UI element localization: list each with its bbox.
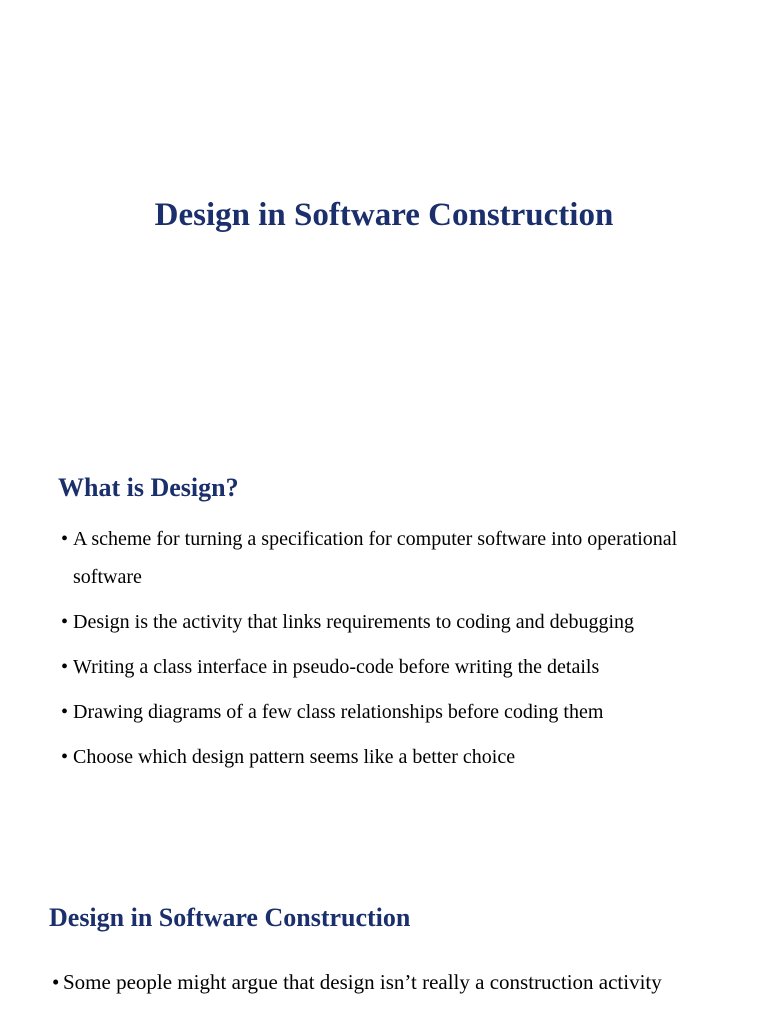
- list-item: [52, 964, 732, 1000]
- bullet-icon: •: [52, 970, 60, 994]
- bullet-icon: •: [61, 701, 69, 723]
- what-is-design-section: [0, 472, 768, 783]
- list-item-text: Design is the activity that links requirements to coding and debugging: [73, 611, 635, 633]
- list-item-text: Writing a class interface in pseudo-code before writing the details: [73, 656, 600, 678]
- list-item: [61, 738, 721, 776]
- list-item: [61, 693, 721, 731]
- list-item-text: Some people might argue that design isn’t really a construction activity: [63, 970, 662, 994]
- list-item-text: Choose which design pattern seems like a better choice: [73, 746, 516, 768]
- list-item-text: Drawing diagrams of a few class relationships before coding them: [73, 701, 604, 723]
- bullet-icon: •: [61, 656, 69, 678]
- list-item-text: A scheme for turning a specification for computer software into operational software: [73, 528, 678, 588]
- section-heading: Design in Software Construction: [49, 903, 411, 932]
- bullet-icon: •: [61, 528, 69, 550]
- construction-section: [0, 902, 768, 1000]
- list-item: [61, 520, 721, 596]
- bullet-list: [61, 520, 721, 776]
- slide-title: Design in Software Construction: [154, 197, 614, 233]
- section-heading: What is Design?: [58, 473, 239, 502]
- list-item: [61, 648, 721, 686]
- bullet-icon: •: [61, 611, 69, 633]
- list-item: [61, 603, 721, 641]
- bullet-list: [52, 964, 732, 1000]
- bullet-icon: •: [61, 746, 69, 768]
